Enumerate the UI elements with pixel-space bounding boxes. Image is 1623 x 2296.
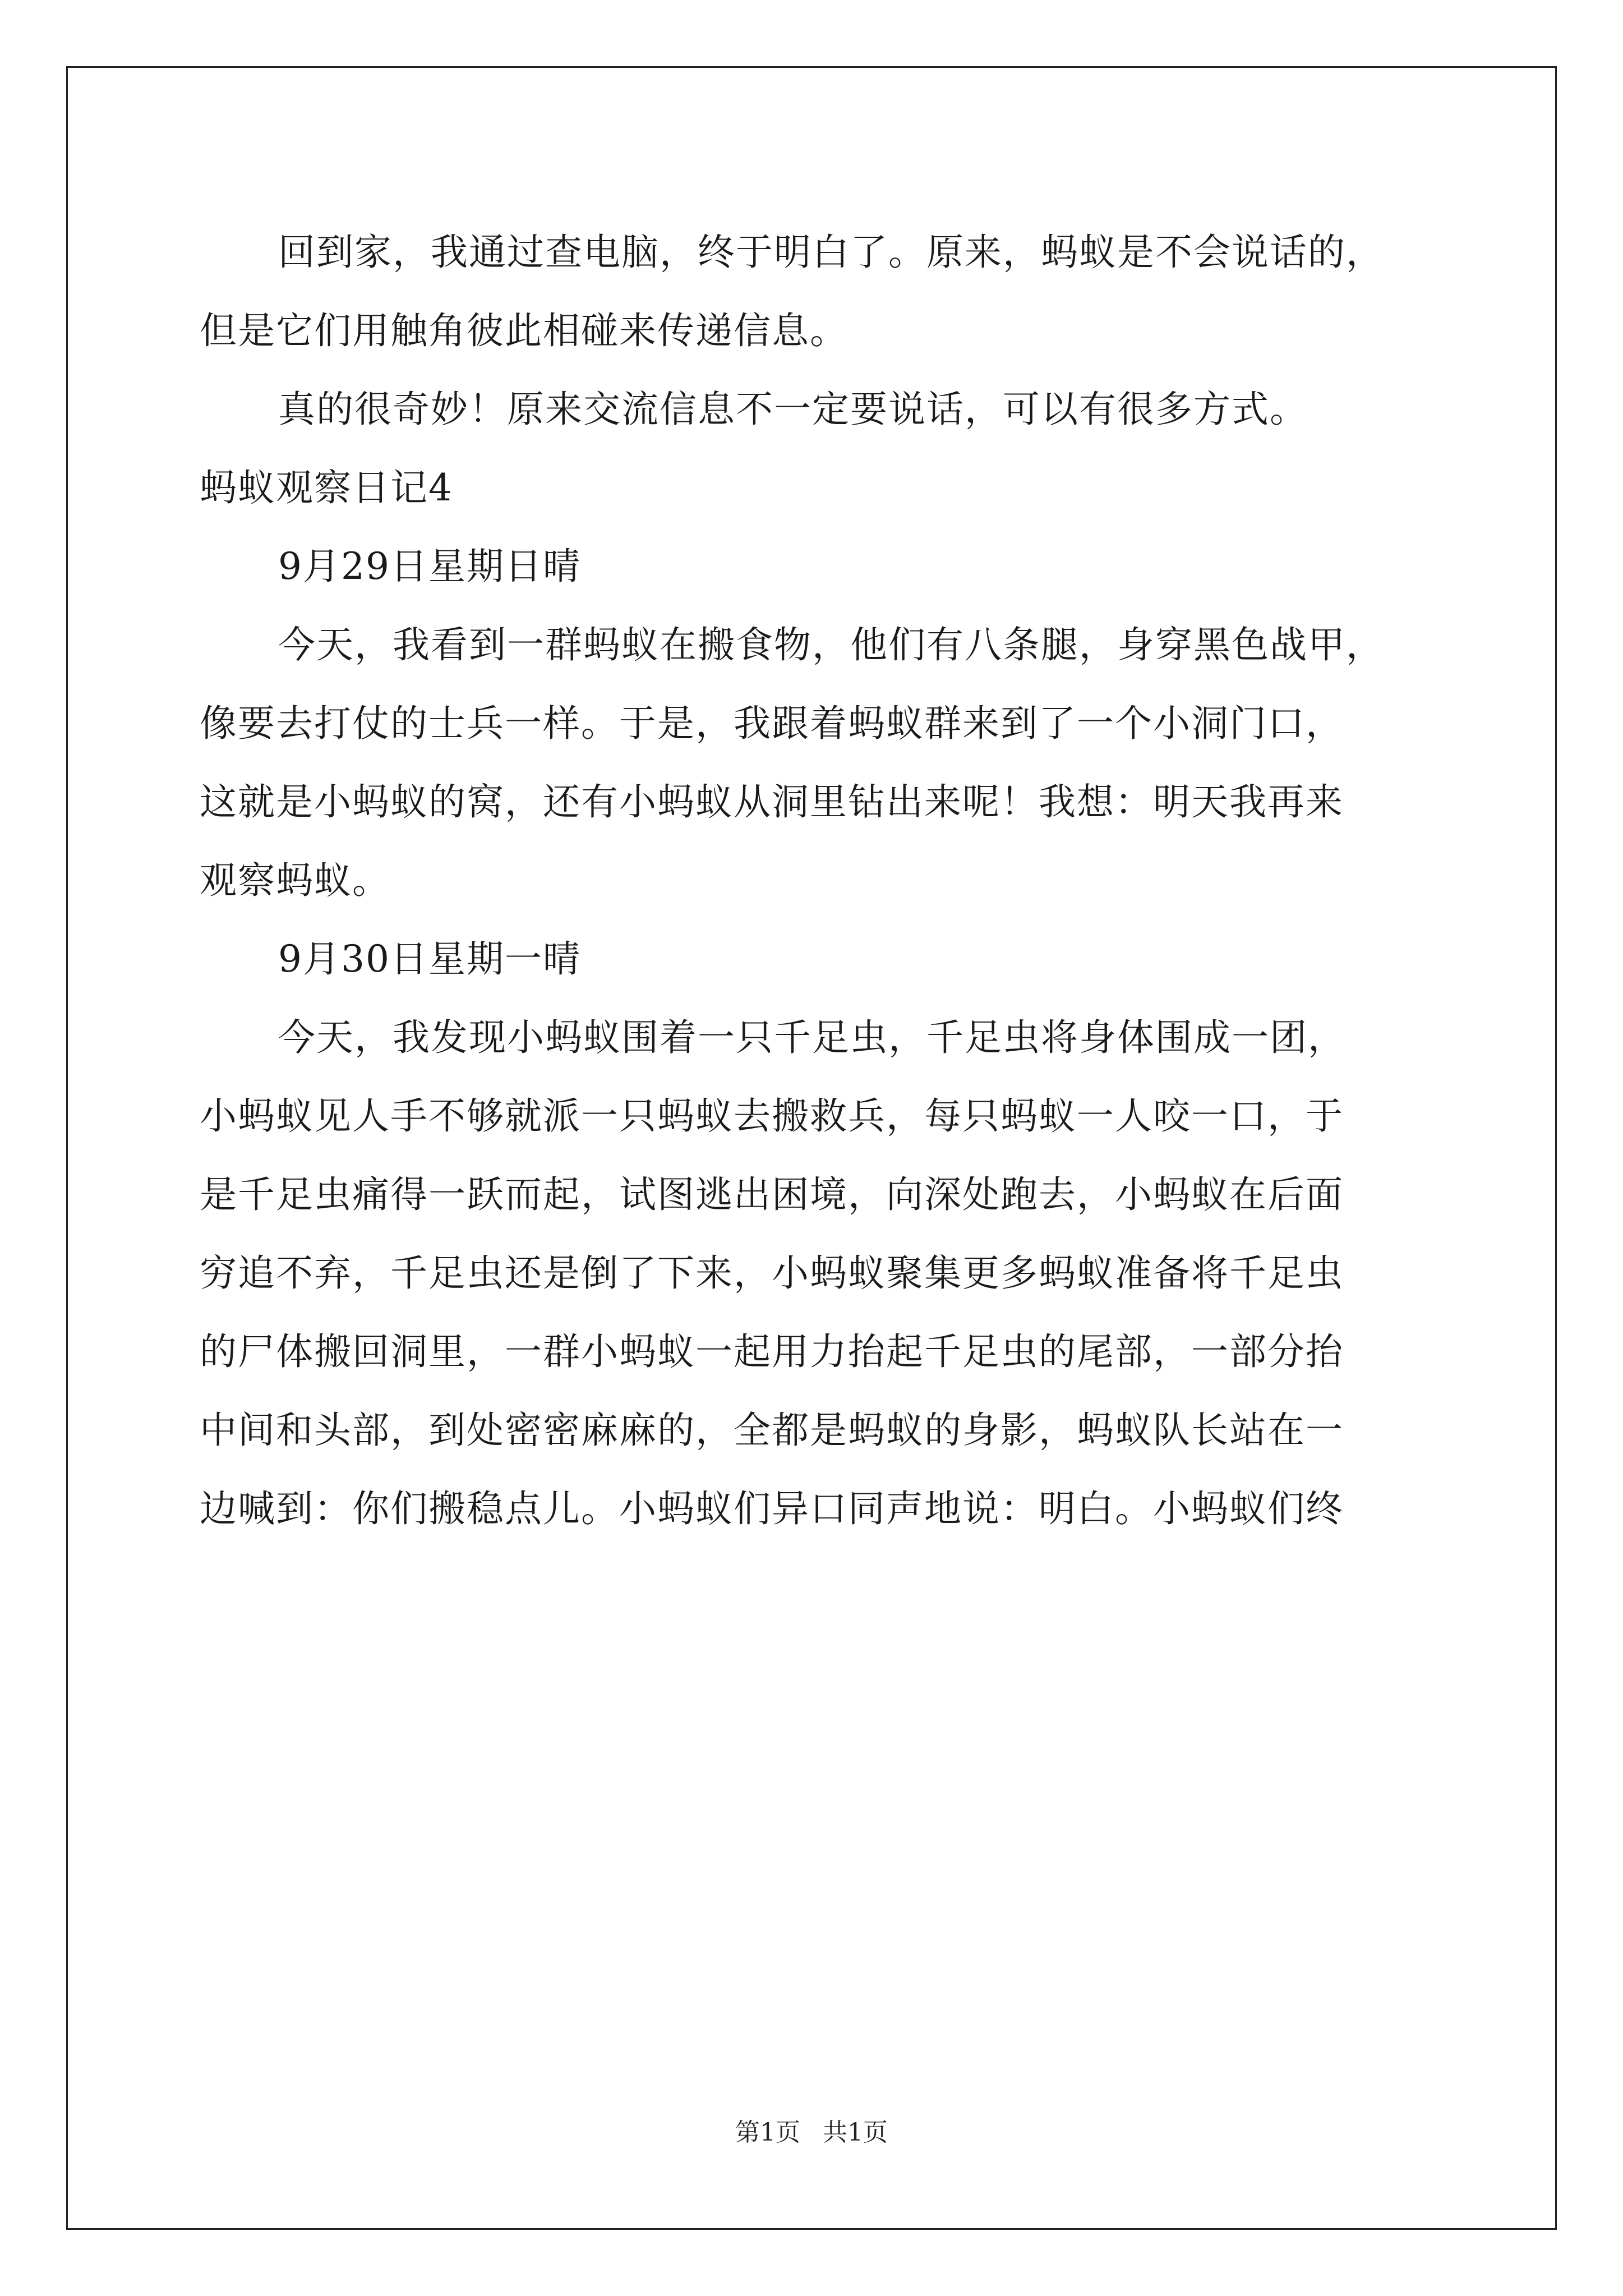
text-line: 回到家，我通过查电脑，终于明白了。原来，蚂蚁是不会说话的， <box>278 231 1384 274</box>
page-number: 第1页 <box>735 2118 800 2147</box>
text-line: 观察蚂蚁。 <box>200 859 390 902</box>
text-line: 今天，我看到一群蚂蚁在搬食物，他们有八条腿，身穿黑色战甲， <box>278 623 1384 666</box>
section-heading: 蚂蚁观察日记4 <box>200 466 453 509</box>
page-total: 共1页 <box>823 2118 888 2147</box>
text-line: 是千足虫痛得一跃而起，试图逃出困境，向深处跑去，小蚂蚁在后面 <box>200 1173 1344 1216</box>
page-footer <box>0 2116 1623 2150</box>
text-line: 中间和头部，到处密密麻麻的，全都是蚂蚁的身影，蚂蚁队长站在一 <box>200 1409 1344 1452</box>
diary-date: 9月30日星期一晴 <box>278 937 581 981</box>
text-line: 今天，我发现小蚂蚁围着一只千足虫，千足虫将身体围成一团， <box>278 1016 1346 1059</box>
text-line: 真的很奇妙！原来交流信息不一定要说话，可以有很多方式。 <box>278 388 1308 431</box>
text-line: 穷追不弃，千足虫还是倒了下来，小蚂蚁聚集更多蚂蚁准备将千足虫 <box>200 1251 1344 1295</box>
text-line: 边喊到：你们搬稳点儿。小蚂蚁们异口同声地说：明白。小蚂蚁们终 <box>200 1487 1344 1530</box>
document-body <box>200 213 1450 1548</box>
diary-date: 9月29日星期日晴 <box>278 545 581 588</box>
text-line: 小蚂蚁见人手不够就派一只蚂蚁去搬救兵，每只蚂蚁一人咬一口，于 <box>200 1094 1344 1138</box>
text-line: 的尸体搬回洞里，一群小蚂蚁一起用力抬起千足虫的尾部，一部分抬 <box>200 1330 1344 1373</box>
text-line: 但是它们用触角彼此相碰来传递信息。 <box>200 309 848 352</box>
text-line: 像要去打仗的士兵一样。于是，我跟着蚂蚁群来到了一个小洞门口， <box>200 702 1344 745</box>
text-line: 这就是小蚂蚁的窝，还有小蚂蚁从洞里钻出来呢！我想：明天我再来 <box>200 780 1344 823</box>
